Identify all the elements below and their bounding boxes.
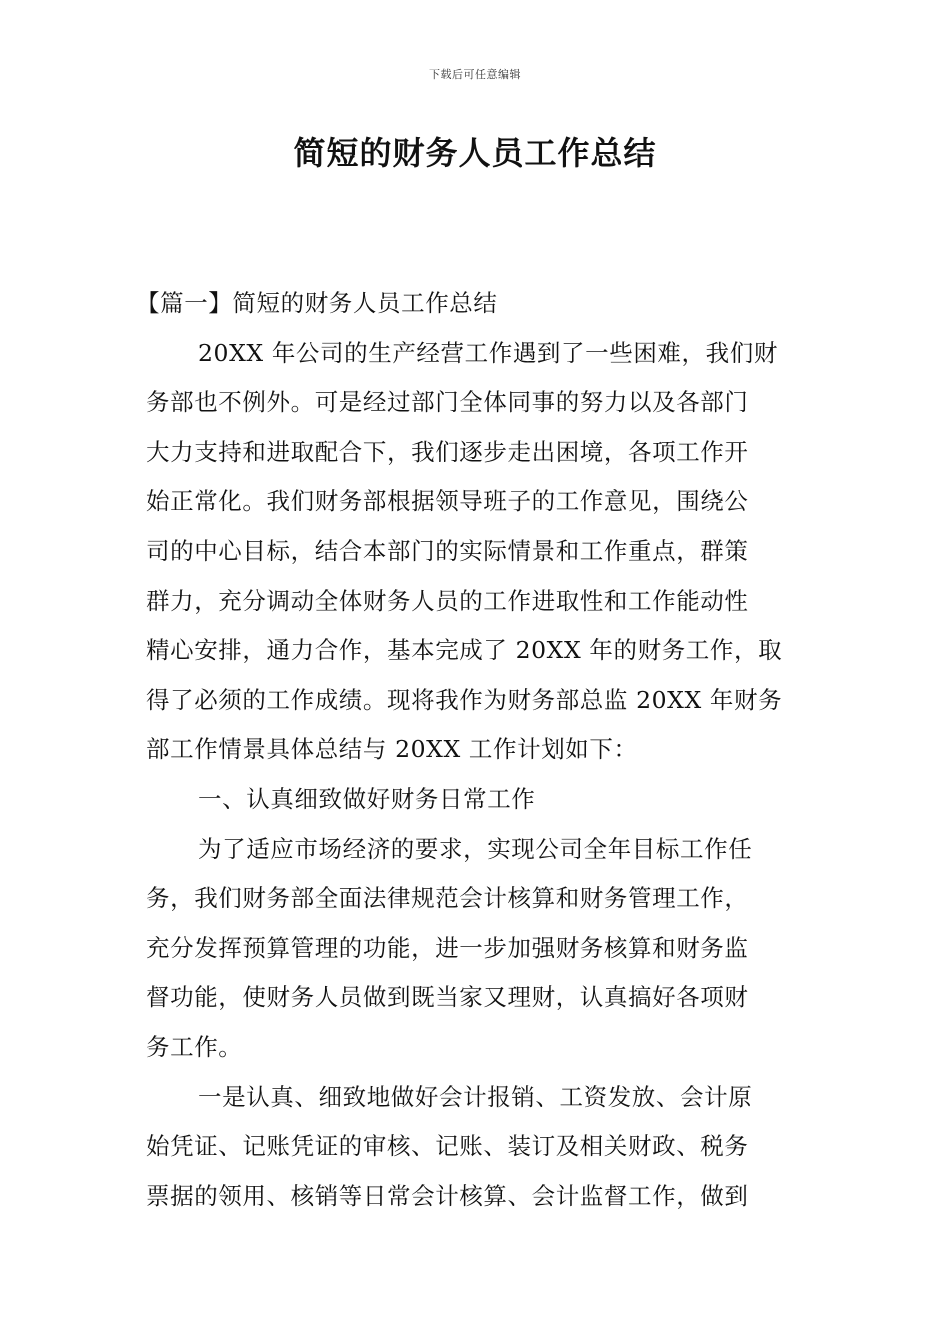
document-body <box>136 279 806 1221</box>
paragraph-line: 一是认真、细致地做好会计报销、工资发放、会计原 <box>198 1082 753 1111</box>
paragraph-line: 始正常化。我们财务部根据领导班子的工作意见，围绕公 <box>146 487 749 516</box>
paragraph-line: 司的中心目标，结合本部门的实际情景和工作重点，群策 <box>146 536 749 565</box>
paragraph-line: 督功能，使财务人员做到既当家又理财，认真搞好各项财 <box>146 983 749 1012</box>
header-note: 下载后可任意编辑 <box>429 68 521 81</box>
paragraph-line: 精心安排，通力合作，基本完成了 20XX 年的财务工作，取 <box>146 636 783 665</box>
paragraph-line: 充分发挥预算管理的功能，进一步加强财务核算和财务监 <box>146 933 749 962</box>
paragraph-line: 得了必须的工作成绩。现将我作为财务部总监 20XX 年财务 <box>146 685 783 714</box>
paragraph-line: 20XX 年公司的生产经营工作遇到了一些困难，我们财 <box>198 338 778 367</box>
section-heading: 【篇一】简短的财务人员工作总结 <box>136 289 498 317</box>
paragraph-line: 群力，充分调动全体财务人员的工作进取性和工作能动性 <box>146 586 749 615</box>
paragraph-line: 为了适应市场经济的要求，实现公司全年目标工作任 <box>198 834 753 863</box>
paragraph-line: 务，我们财务部全面法律规范会计核算和财务管理工作， <box>146 884 749 913</box>
document-title: 简短的财务人员工作总结 <box>293 134 657 172</box>
paragraph-line: 票据的领用、核销等日常会计核算、会计监督工作，做到 <box>146 1181 749 1210</box>
paragraph-line: 务部也不例外。可是经过部门全体同事的努力以及各部门 <box>146 388 749 417</box>
paragraph-line: 大力支持和进取配合下，我们逐步走出困境，各项工作开 <box>146 437 749 466</box>
subsection-heading: 一、认真细致做好财务日常工作 <box>198 784 536 813</box>
paragraph-line: 务工作。 <box>146 1032 243 1061</box>
paragraph-line: 部工作情景具体总结与 20XX 工作计划如下： <box>146 735 638 764</box>
paragraph-line: 始凭证、记账凭证的审核、记账、装订及相关财政、税务 <box>146 1132 749 1161</box>
